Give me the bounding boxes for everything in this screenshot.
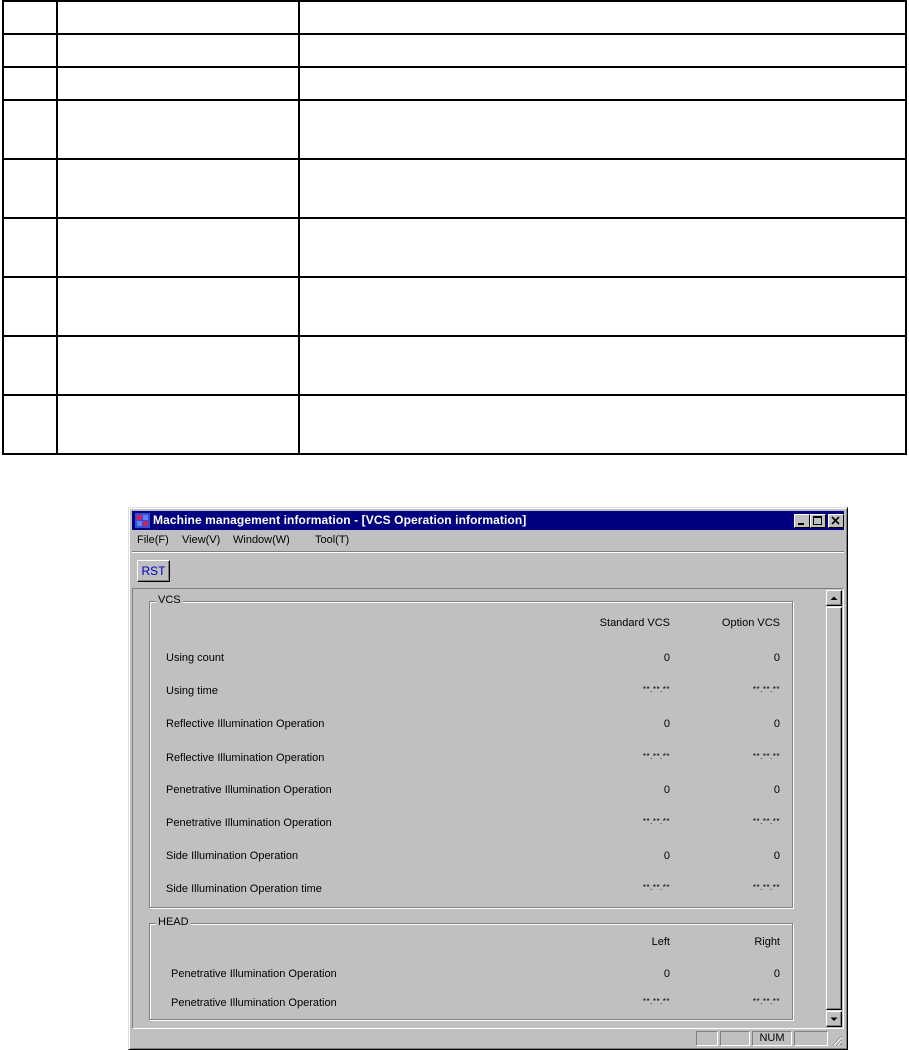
vcs-row-label: Penetrative Illumination Operation [166,784,332,796]
minimize-icon [795,515,809,527]
table-row [3,100,906,159]
title-bar[interactable] [132,511,844,530]
vcs-row-standard-value: 0 [663,718,670,730]
scroll-up-button[interactable] [826,590,842,606]
vcs-row-standard-value: 0 [663,784,670,796]
vcs-row-standard-value: 0 [663,850,670,862]
table-row [3,1,906,34]
status-pane-num: NUM [752,1031,792,1046]
head-column-left: Left [651,936,670,948]
maximize-button[interactable] [810,514,826,528]
vcs-row-label: Reflective Illumination Operation [166,752,325,764]
arrow-up-icon [827,591,841,605]
vcs-row-label: Reflective Illumination Operation [166,718,325,730]
vcs-row-option-value: **.**.** [752,817,780,826]
status-pane-caps [696,1031,718,1046]
table-row [3,395,906,454]
vcs-group-title: VCS [158,594,181,606]
app-icon [135,513,150,528]
vcs-row-label: Using count [166,652,225,664]
vcs-row-standard-value: **.**.** [642,752,670,761]
menu-tool[interactable]: Tool(T) [315,534,350,546]
menu-view[interactable]: View(V) [182,534,221,546]
status-pane-blank [720,1031,750,1046]
head-row-right-value: 0 [773,968,780,980]
vcs-row-option-value: 0 [773,652,780,664]
head-row-left-value: 0 [663,968,670,980]
menu-file[interactable]: File(F) [137,534,169,546]
minimize-button[interactable] [794,514,810,528]
table-row [3,34,906,67]
vcs-row-option-value: 0 [773,784,780,796]
vcs-row-standard-value: 0 [663,652,670,664]
vcs-row-option-value: 0 [773,718,780,730]
vcs-row-label: Side Illumination Operation [166,850,299,862]
vcs-group [149,594,793,908]
document-table [2,0,907,455]
vcs-row-label: Using time [166,685,218,697]
table-row [3,218,906,277]
head-row-label: Penetrative Illumination Operation [171,968,337,980]
menu-bar [132,531,844,549]
scroll-thumb[interactable] [826,607,842,1010]
table-row [3,336,906,395]
vertical-scrollbar[interactable] [826,590,842,1027]
resize-grip-icon[interactable] [831,1034,843,1046]
vcs-row-option-value: **.**.** [752,883,780,892]
client-area [132,588,844,1029]
vcs-column-standard: Standard VCS [599,617,670,629]
close-button[interactable] [828,514,844,528]
maximize-icon [811,515,825,527]
vcs-column-option: Option VCS [721,617,780,629]
head-group-title: HEAD [158,916,189,928]
head-column-right: Right [754,936,780,948]
head-row-left-value: **.**.** [642,997,670,1006]
window-title: Machine management information - [VCS Operation information] [153,513,527,527]
app-window [128,507,848,1050]
head-group [149,916,793,1020]
vcs-row-option-value: 0 [773,850,780,862]
status-pane-scroll [794,1031,828,1046]
table-row [3,67,906,100]
vcs-row-label: Penetrative Illumination Operation [166,817,332,829]
table-row [3,277,906,336]
table-row [3,159,906,218]
reset-button[interactable]: RST [137,560,170,582]
vcs-row-option-value: **.**.** [752,752,780,761]
head-row-right-value: **.**.** [752,997,780,1006]
vcs-row-label: Side Illumination Operation time [166,883,322,895]
vcs-row-standard-value: **.**.** [642,685,670,694]
toolbar-divider [132,551,844,553]
close-icon [829,515,843,527]
menu-window[interactable]: Window(W) [233,534,290,546]
arrow-down-icon [827,1012,841,1026]
head-row-label: Penetrative Illumination Operation [171,997,337,1009]
vcs-row-option-value: **.**.** [752,685,780,694]
status-bar [132,1030,844,1046]
vcs-row-standard-value: **.**.** [642,817,670,826]
scroll-down-button[interactable] [826,1011,842,1027]
vcs-row-standard-value: **.**.** [642,883,670,892]
